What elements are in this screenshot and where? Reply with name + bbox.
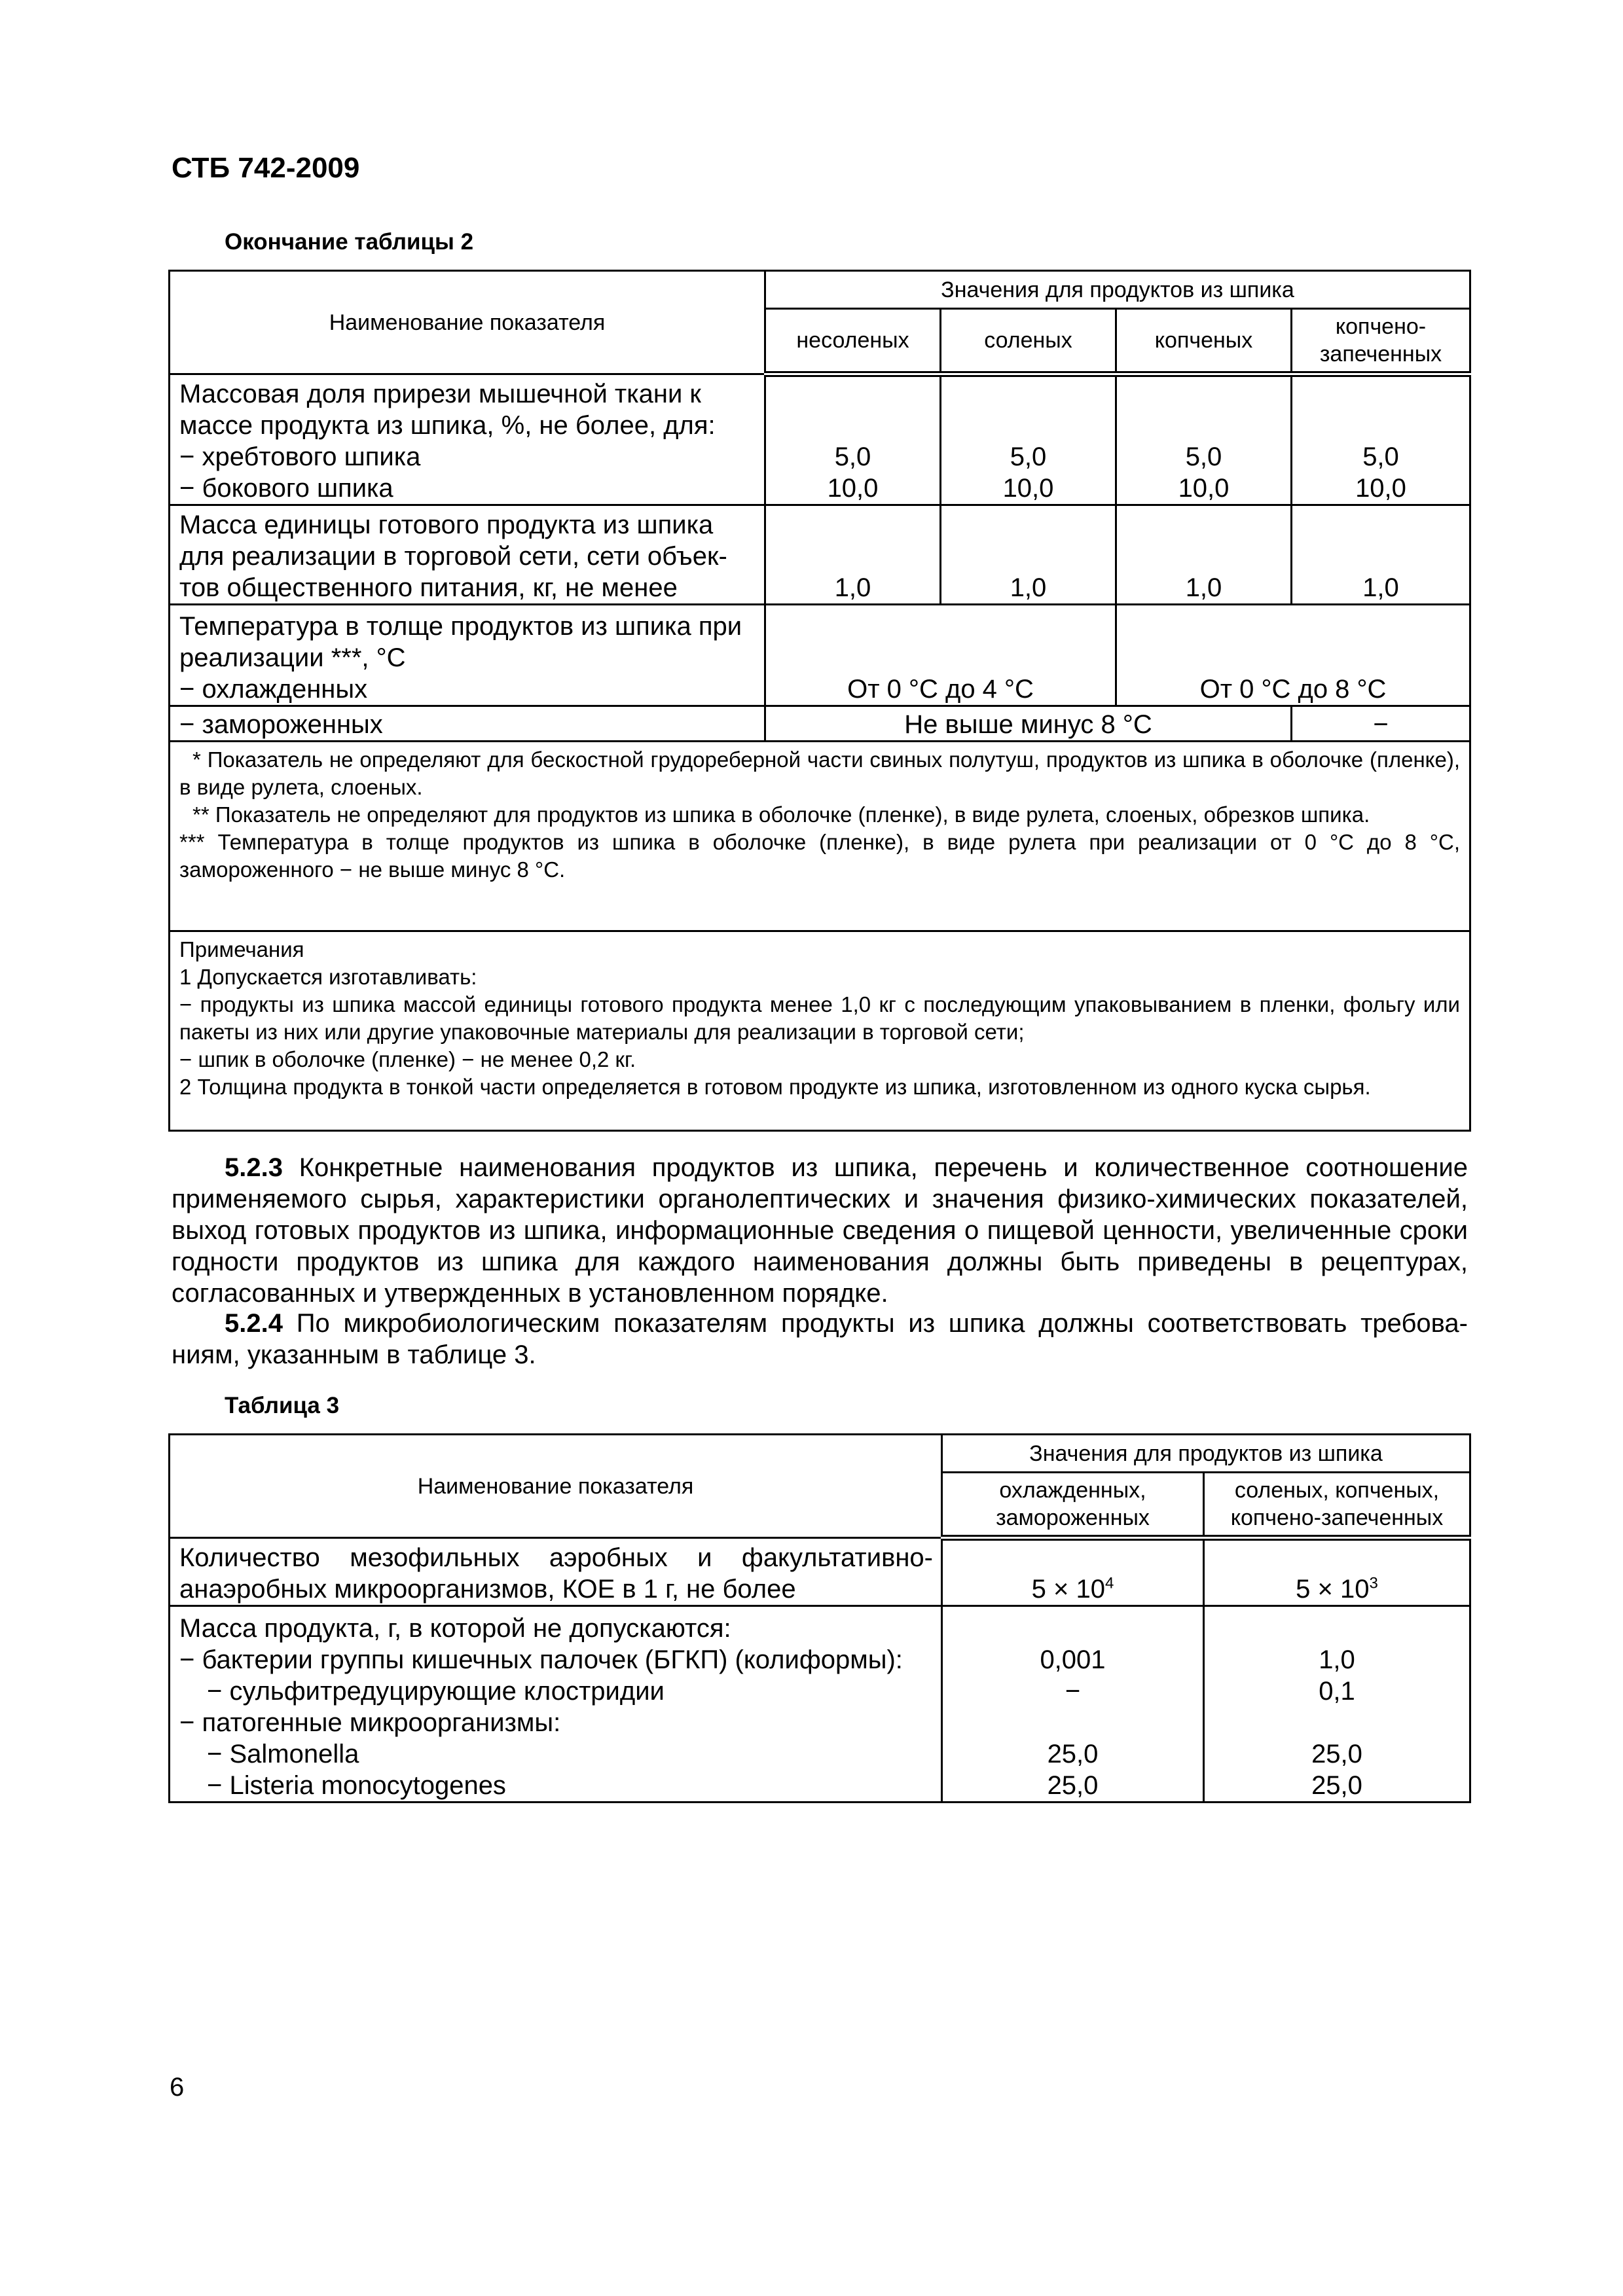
t3-mass-v1 <box>942 1606 1204 1803</box>
t2-col-salted: соленых <box>941 309 1116 374</box>
table3-caption: Таблица 3 <box>225 1393 340 1418</box>
t3-kmafanm-v2-exp: 3 <box>1369 1574 1378 1592</box>
table-3 <box>168 1433 1471 1803</box>
t2-col-smoked: копченых <box>1116 309 1292 374</box>
t2-row-temp-frozen: − замороженных <box>170 706 765 742</box>
t2-header-name: Наименование показателя <box>170 271 765 374</box>
t3-mass-v1-3: 25,0 <box>1047 1740 1099 1768</box>
t3-kmafanm-v2 <box>1204 1538 1470 1606</box>
t3-mass-item-0: − бактерии группы кишечных палочек (БГКП) (колиформы): <box>179 1645 903 1674</box>
t3-mass-v1-0: 0,001 <box>1040 1645 1106 1674</box>
t2-trim-unsalted <box>765 374 941 505</box>
t2-trim-smoked <box>1116 374 1292 505</box>
t3-mass-item-1: − сульфитредуцирующие клостридии <box>207 1677 665 1706</box>
t3-col-chilled-frozen-text: охлажденных, замороженных <box>996 1478 1150 1530</box>
t3-mass-v2-4: 25,0 <box>1311 1771 1362 1800</box>
t3-mass-v2-0: 1,0 <box>1319 1645 1355 1674</box>
t3-col-salted-smoked-text: соленых, копченых, копчено-запеченных <box>1230 1478 1444 1530</box>
t2-temp-chilled-b: От 0 °С до 8 °С <box>1116 605 1470 706</box>
t3-mass-v2-2 <box>1205 1707 1469 1738</box>
t2-row-temp <box>170 605 765 706</box>
t2-mass-salted: 1,0 <box>941 505 1116 605</box>
t2-trim-v1-1: 5,0 <box>1010 442 1047 471</box>
t2-trim-v1-2: 5,0 <box>1185 442 1222 471</box>
t2-trim-v1-3: 5,0 <box>1362 442 1399 471</box>
t2-mass-smoked-baked: 1,0 <box>1292 505 1470 605</box>
paragraph-5-2-3 <box>172 1152 1468 1309</box>
t3-mass-v2 <box>1204 1606 1470 1803</box>
t2-trim-v2-2: 10,0 <box>1178 474 1230 503</box>
t2-note-1: 1 Допускается изготавливать: <box>179 965 477 989</box>
t3-kmafanm-v1-exp: 4 <box>1104 1574 1114 1592</box>
page-number: 6 <box>170 2073 185 2102</box>
t2-footnotes <box>170 742 1470 931</box>
t3-col-chilled-frozen <box>942 1473 1204 1538</box>
t3-header-name: Наименование показателя <box>170 1435 942 1538</box>
t2-row-temp-label: Температура в толще продуктов из шпика при реализации ***, °С <box>179 612 742 672</box>
t2-trim-salted <box>941 374 1116 505</box>
table2-caption: Окончание таблицы 2 <box>225 229 474 255</box>
t3-kmafanm-v1-base: 5 × 10 <box>1031 1575 1105 1604</box>
t2-header-group: Значения для продуктов из шпика <box>765 271 1470 309</box>
t2-mass-smoked: 1,0 <box>1116 505 1292 605</box>
t3-row-kmafanm: Количество мезофильных аэробных и факультативно-анаэробных микроорганизмов, КОЕ в 1 г, не более <box>170 1538 942 1606</box>
t2-trim-v1-0: 5,0 <box>834 442 871 471</box>
t3-mass-v2-3: 25,0 <box>1311 1740 1362 1768</box>
t3-kmafanm-v2-base: 5 × 10 <box>1296 1575 1370 1604</box>
t3-kmafanm-v1 <box>942 1538 1204 1606</box>
t2-trim-v2-1: 10,0 <box>1002 474 1054 503</box>
table-2 <box>168 270 1471 1132</box>
t3-mass-v1-4: 25,0 <box>1047 1771 1099 1800</box>
t2-row-temp-chilled: − охлажденных <box>179 675 368 704</box>
t2-notes-title: Примечания <box>179 937 304 961</box>
t2-col-smoked-baked-text: копчено- запеченных <box>1319 314 1442 367</box>
t2-mass-unsalted: 1,0 <box>765 505 941 605</box>
t3-mass-item-3: − Salmonella <box>207 1740 359 1768</box>
t3-mass-item-2: − патогенные микроорганизмы: <box>179 1708 561 1737</box>
t2-row-trim-sub2: − бокового шпика <box>179 474 393 503</box>
t3-mass-v1-1: − <box>1065 1677 1081 1706</box>
t2-notes <box>170 931 1470 1131</box>
t2-trim-smoked-baked <box>1292 374 1470 505</box>
t2-temp-frozen-b: − <box>1292 706 1470 742</box>
t2-col-smoked-baked <box>1292 309 1470 374</box>
t2-trim-v2-3: 10,0 <box>1355 474 1406 503</box>
t2-row-trim <box>170 374 765 505</box>
t2-row-trim-label: Массовая доля прирези мышечной ткани к массе продукта из шпика, %, не более, для: <box>179 380 716 440</box>
t3-mass-label: Масса продукта, г, в которой не допускаются: <box>179 1614 731 1643</box>
t2-footnote-1: * Показатель не определяют для бескостной грудореберной части свиных полутуш, продуктов из шпика в оболочке (пленке), в виде рулета, слоеных. <box>179 747 1460 799</box>
t2-temp-frozen-a: Не выше минус 8 °С <box>765 706 1292 742</box>
t3-header-group: Значения для продуктов из шпика <box>942 1435 1470 1473</box>
p523-number: 5.2.3 <box>225 1153 283 1182</box>
document-code: СТБ 742-2009 <box>172 152 360 184</box>
t2-row-mass <box>170 505 765 605</box>
p523-text: Конкретные наименования продуктов из шпика, перечень и количественное соотношение применяемого сырья, характеристики органолептических и значения физико-химических показателей, выход готовых продуктов из шпика, информационные сведения о пищевой ценности, увеличенные сроки годности продуктов из шпика для каждого наименования должны быть приведены в рецептурах, согласованных и утвержденных в установленном порядке. <box>172 1153 1468 1308</box>
t2-note-1a: − продукты из шпика массой единицы готового продукта менее 1,0 кг с последующим упаковыванием в пленки, фольгу или пакеты из них или другие упаковочные материалы для реализации в торговой сети; <box>179 992 1460 1044</box>
t3-col-salted-smoked <box>1204 1473 1470 1538</box>
paragraph-5-2-4 <box>172 1308 1468 1371</box>
t2-note-1b: − шпик в оболочке (пленке) − не менее 0,2 кг. <box>179 1047 636 1071</box>
t2-footnote-2: ** Показатель не определяют для продуктов из шпика в оболочке (пленке), в виде рулета, слоеных, обрезков шпика. <box>192 802 1370 827</box>
t3-mass-v1-2 <box>943 1707 1203 1738</box>
t2-row-trim-sub1: − хребтового шпика <box>179 442 421 471</box>
t3-mass-v2-1: 0,1 <box>1319 1677 1355 1706</box>
t2-col-unsalted: несоленых <box>765 309 941 374</box>
p524-text: По микробиологическим показателям продукты из шпика должны соответствовать требова-ниям, указанным в таблице 3. <box>172 1309 1468 1369</box>
t2-row-mass-label: Масса единицы готового продукта из шпика для реализации в торговой сети, сети объек-тов общественного питания, кг, не менее <box>179 511 727 602</box>
t2-trim-v2-0: 10,0 <box>827 474 879 503</box>
p524-number: 5.2.4 <box>225 1309 283 1338</box>
t3-row-mass <box>170 1606 942 1803</box>
t3-mass-item-4: − Listeria monocytogenes <box>207 1771 506 1800</box>
t2-footnote-3: *** Температура в толще продуктов из шпика в оболочке (пленке), в виде рулета при реализации от 0 °С до 8 °С, замороженного − не выше минус 8 °С. <box>179 830 1460 882</box>
t2-temp-chilled-a: От 0 °С до 4 °С <box>765 605 1116 706</box>
t2-note-2: 2 Толщина продукта в тонкой части определяется в готовом продукте из шпика, изготовленном из одного куска сырья. <box>179 1075 1371 1099</box>
